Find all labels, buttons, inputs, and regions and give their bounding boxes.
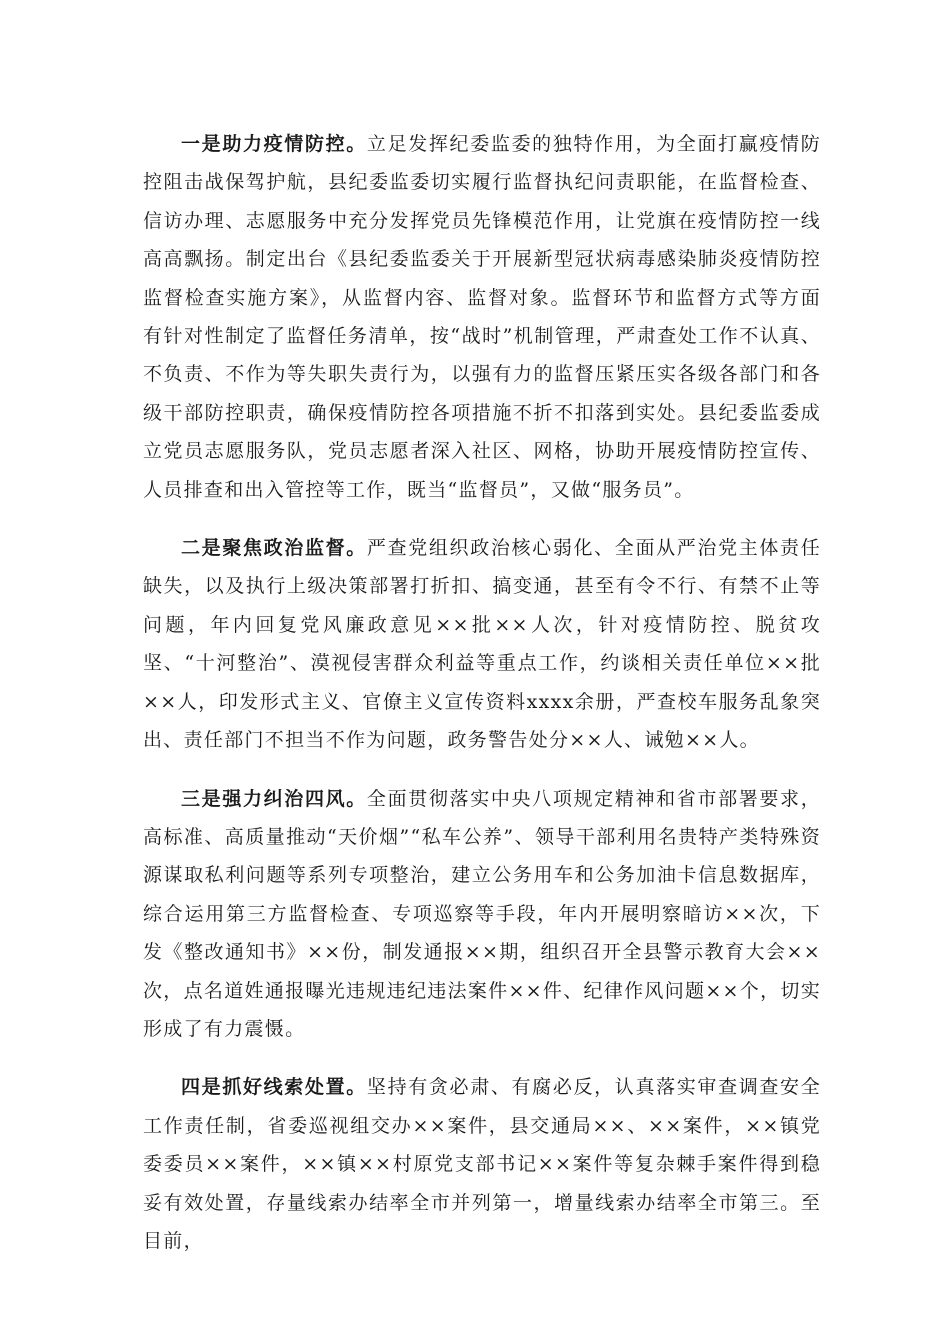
paragraph-political-supervision: [143, 529, 821, 759]
paragraph-body: 坚持有贪必肃、有腐必反，认真落实审查调查安全工作责任制，省委巡视组交办××案件，县交通局××、××案件，××镇党委委员××案件，××镇××村原党支部书记××案件等复杂棘手案件得到稳妥有效处置，存量线索办结率全市并列第一，增量线索办结率全市第三。至目前，: [143, 1076, 822, 1252]
paragraph-body: 全面贯彻落实中央八项规定精神和省市部署要求，高标准、高质量推动“天价烟”“私车公养”、领导干部利用名贵特产类特殊资源谋取私利问题等系列专项整治，建立公务用车和公务加油卡信息数据库，综合运用第三方监督检查、专项巡察等手段，年内开展明察暗访××次，下发《整改通知书》××份，制发通报××期，组织召开全县警示教育大会××次，点名道姓通报曝光违规违纪违法案件××件、纪律作风问题××个，切实形成了有力震慑。: [143, 787, 822, 1040]
paragraph-four-styles: [143, 780, 821, 1049]
paragraph-body: 严查党组织政治核心弱化、全面从严治党主体责任缺失，以及执行上级决策部署打折扣、搞变通，甚至有令不行、有禁不止等问题，年内回复党风廉政意见××批××人次，针对疫情防控、脱贫攻坚、“十河整治”、漠视侵害群众利益等重点工作，约谈相关责任单位××批××人，印发形式主义、官僚主义宣传资料xxxx余册，严查校车服务乱象突出、责任部门不担当不作为问题，政务警告处分××人、诫勉××人。: [143, 537, 822, 752]
paragraph-clue-handling: [143, 1068, 821, 1260]
paragraph-lead: 四是抓好线索处置。: [181, 1076, 367, 1099]
paragraph-body: 立足发挥纪委监委的独特作用，为全面打赢疫情防控阻击战保驾护航，县纪委监委切实履行监督执纪问责职能，在监督检查、信访办理、志愿服务中充分发挥党员先锋模范作用，让党旗在疫情防控一线高高飘扬。制定出台《县纪委监委关于开展新型冠状病毒感染肺炎疫情防控监督检查实施方案》，从监督内容、监督对象。监督环节和监督方式等方面有针对性制定了监督任务清单，按“战时”机制管理，严肃查处工作不认真、不负责、不作为等失职失责行为，以强有力的监督压紧压实各级各部门和各级干部防控职责，确保疫情防控各项措施不折不扣落到实处。县纪委监委成立党员志愿服务队，党员志愿者深入社区、网格，协助开展疫情防控宣传、人员排查和出入管控等工作，既当“监督员”，又做“服务员”。: [143, 133, 822, 501]
paragraph-lead: 二是聚焦政治监督。: [181, 537, 367, 560]
paragraph-lead: 一是助力疫情防控。: [181, 133, 367, 155]
paragraph-lead: 三是强力纠治四风。: [181, 787, 367, 810]
document-page: [143, 125, 821, 1280]
paragraph-epidemic-prevention: [143, 125, 821, 509]
